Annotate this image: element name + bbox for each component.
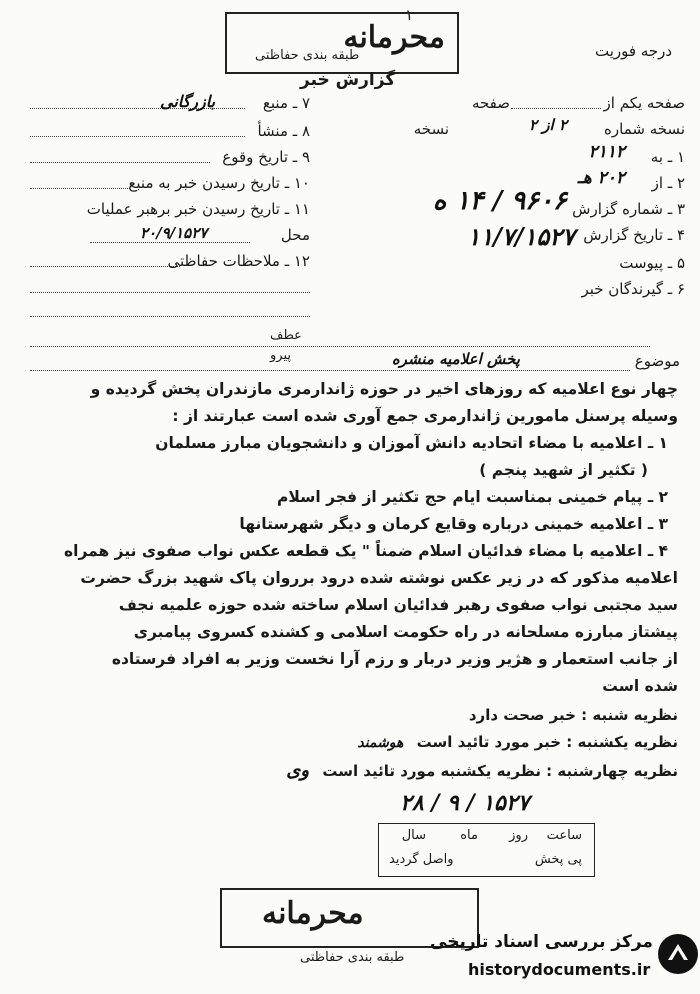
subject-value: پخش اعلامیه منشره xyxy=(391,350,520,368)
classification-stamp-caption: طبقه بندی حفاظتی xyxy=(255,48,360,63)
opinion-sunday xyxy=(220,729,678,757)
box-received: واصل گردید xyxy=(389,852,454,867)
box-dispatch: پی پخش xyxy=(534,852,582,867)
opinions-block xyxy=(220,702,678,785)
from-value: ۲۰۲ هـ xyxy=(577,168,625,188)
atf-label: عطف xyxy=(270,328,302,343)
box-hour: ساعت xyxy=(546,828,582,843)
archive-logo-icon xyxy=(658,934,698,974)
report-body xyxy=(30,376,678,700)
to-value: ۲۱۱۲ xyxy=(588,142,625,162)
peyro-label: پیرو xyxy=(270,348,291,363)
opinion-saturday xyxy=(220,702,678,729)
right-fields xyxy=(370,92,685,302)
field-event-date: ۹ ـ تاریخ وقوع xyxy=(222,148,310,166)
distribution-box xyxy=(378,823,595,877)
watermark-title: مرکز بررسی اسناد تاریخی xyxy=(430,932,653,952)
classification-stamp-text: محرمانه xyxy=(343,20,445,55)
body-line: چهار نوع اعلامیه که روزهای اخیر در حوزه ژاندارمری مازندران پخش گردیده و xyxy=(90,380,678,398)
copy-number-label: نسخه شماره xyxy=(604,120,685,138)
field-from: ۲ ـ از xyxy=(651,174,685,192)
classification-stamp-text: محرمانه xyxy=(262,896,364,931)
report-title: گزارش خبر xyxy=(300,70,396,90)
body-line: ۲ ـ پیام خمینی بمناسبت ایام حج تکثیر از فجر اسلام xyxy=(277,488,668,506)
field-date-received-source: ۱۰ ـ تاریخ رسیدن خبر به منبع xyxy=(128,174,310,192)
opinion-text: نظریه چهارشنبه : نظریه یکشنبه مورد تائید است xyxy=(322,762,678,780)
watermark-url: historydocuments.ir xyxy=(468,960,651,979)
copy-suffix: نسخه xyxy=(413,120,449,138)
field-location: محل xyxy=(280,226,310,244)
source-value: بازرگانی xyxy=(160,92,216,111)
body-line: ۳ ـ اعلامیه خمینی درباره وقایع کرمان و دیگر شهرستانها xyxy=(239,515,668,533)
page-suffix: صفحه xyxy=(471,94,510,112)
page-of-label: صفحه یکم از xyxy=(603,94,685,112)
body-line: پیشتاز مبارزه مسلحانه در راه حکومت اسلامی و کشنده کسروی پیامبری xyxy=(133,623,678,641)
field-attachment: ۵ ـ پیوست xyxy=(619,254,685,272)
body-line: ( تکثیر از شهید پنجم ) xyxy=(479,461,648,479)
subject-label: موضوع xyxy=(634,352,680,370)
field-recipients: ۶ ـ گیرندگان خبر xyxy=(581,280,685,298)
signature: هوشمند xyxy=(357,735,404,751)
body-line: شده است xyxy=(602,677,678,695)
body-line: سید مجتبی نواب صفوی رهبر فدائیان اسلام ساخته شده حوزه علمیه نجف xyxy=(118,596,678,614)
report-number-value: ۹۶۰۶ / ۱۴ ه xyxy=(432,186,567,216)
opinion-text: نظریه شنبه : خبر صحت دارد xyxy=(468,706,678,724)
field-security-notes: ۱۲ ـ ملاحظات حفاظتی xyxy=(167,252,310,270)
opinion-wednesday xyxy=(220,757,678,785)
report-date-value: ۱۱/۷/۱۵۲۷ xyxy=(467,222,575,251)
box-year: سال xyxy=(401,828,426,843)
page-number-mark: ۱ xyxy=(405,6,414,24)
signature: وی xyxy=(286,760,310,781)
classification-stamp-top xyxy=(225,12,459,74)
body-line: از جانب استعمار و هژیر وزیر دربار و رزم آرا نخست وزیر به افراد فرستاده xyxy=(111,650,678,668)
body-line: ۴ ـ اعلامیه با مضاء فدائیان اسلام ضمناً " یک قطعه عکس نواب صفوی نیز همراه xyxy=(64,542,668,560)
field-report-date: ۴ ـ تاریخ گزارش xyxy=(583,226,685,244)
field-to: ۱ ـ به xyxy=(650,148,685,166)
field-source: ۷ ـ منبع xyxy=(262,94,310,112)
classification-stamp-caption: طبقه بندی حفاظتی xyxy=(300,950,405,965)
left-fields xyxy=(30,92,330,322)
location-value: ۲۰/۹/۱۵۲۷ xyxy=(140,224,208,242)
field-report-number: ۳ ـ شماره گزارش xyxy=(572,200,685,218)
opinion-text: نظریه یکشنبه : خبر مورد تائید است xyxy=(416,733,678,751)
subject-line xyxy=(30,352,680,374)
priority-label: درجه فوریت xyxy=(595,42,673,60)
copy-number-value: ۲ از ۲ xyxy=(529,116,567,134)
box-month: ماه xyxy=(460,828,478,843)
body-line: اعلامیه مذکور که در زیر عکس نوشته شده درود برروان پاک شهید بزرگ حضرت xyxy=(80,569,678,587)
body-line: وسیله پرسنل مامورین ژاندارمری جمع آوری شده است عبارتند از : xyxy=(172,407,678,425)
field-date-received-leader: ۱۱ ـ تاریخ رسیدن خبر برهبر عملیات xyxy=(86,200,310,218)
handwritten-date: ۱۵۲۷ / ۹ / ۲۸ xyxy=(400,790,530,816)
body-line: ۱ ـ اعلامیه با مضاء اتحادیه دانش آموزان و دانشجویان مبارز مسلمان xyxy=(155,434,668,452)
field-origin: ۸ ـ منشأ xyxy=(257,122,310,140)
box-day: روز xyxy=(509,828,528,843)
